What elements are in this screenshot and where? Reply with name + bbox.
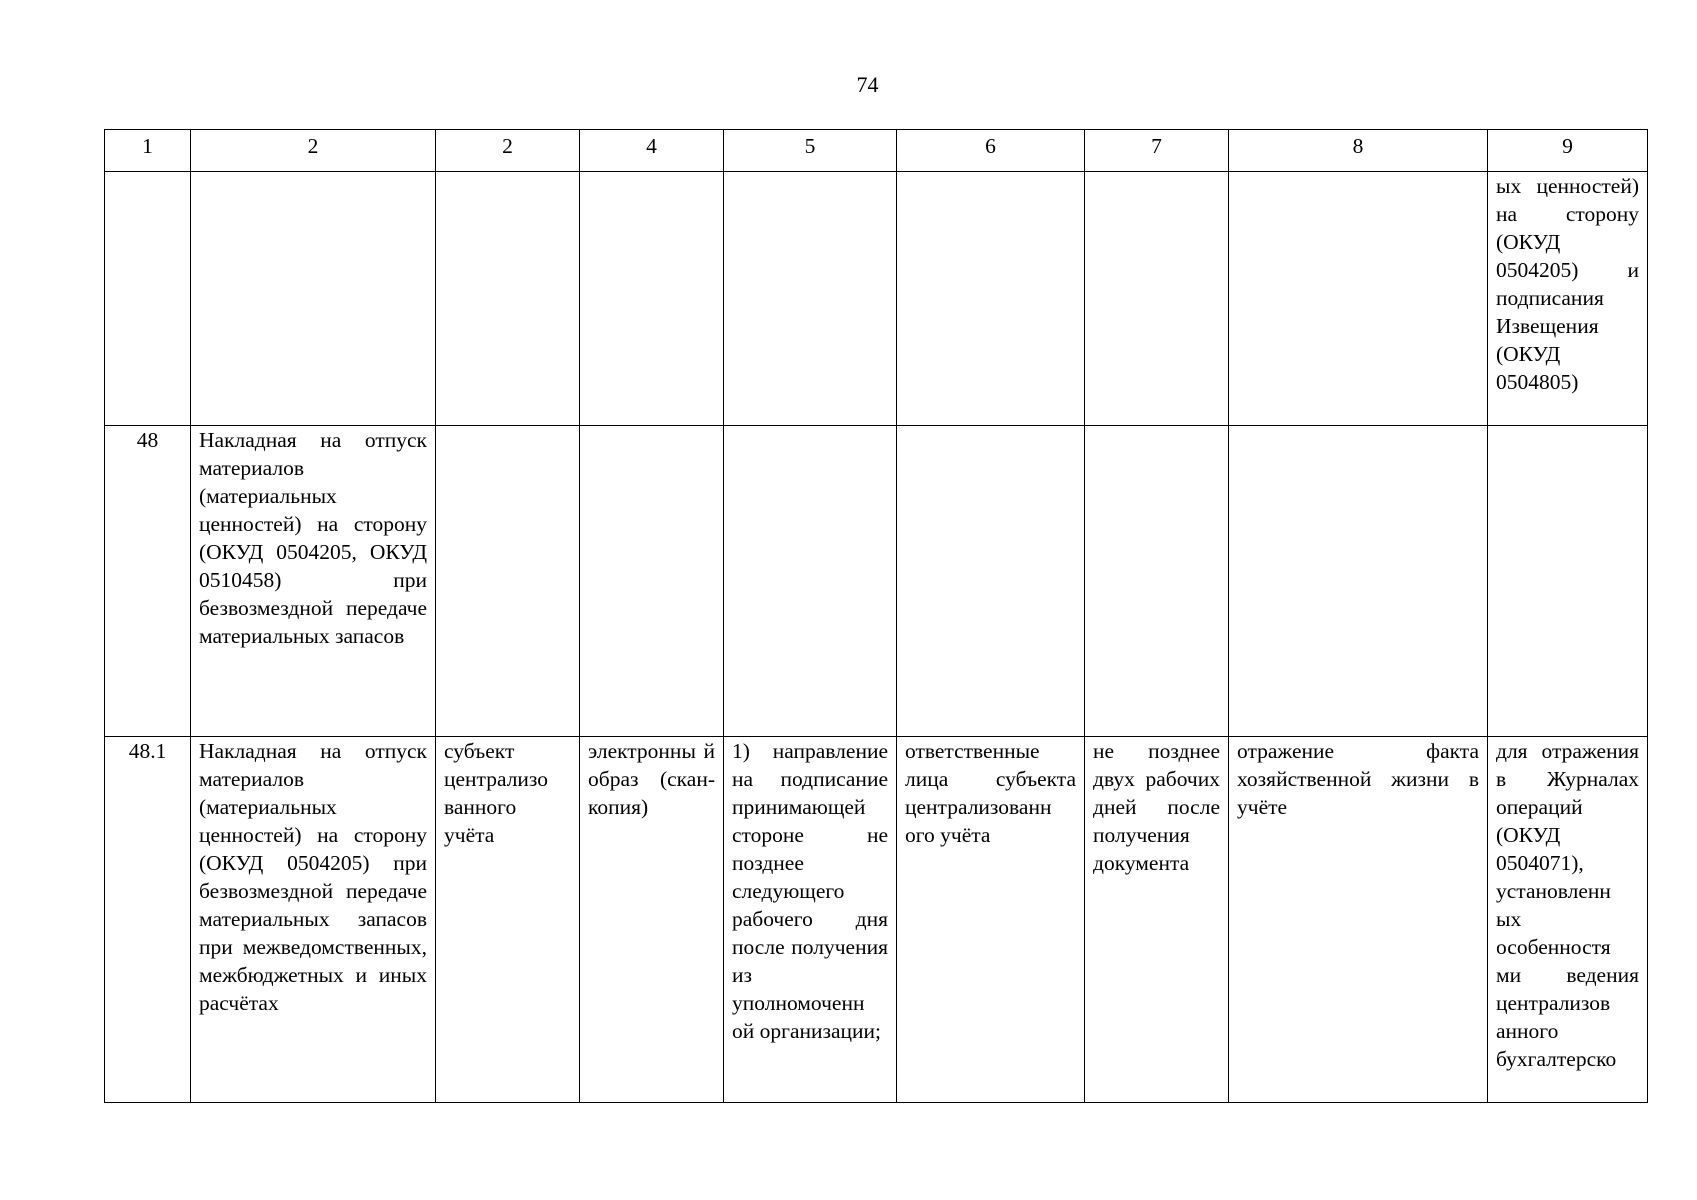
table-cell: электронны й образ (скан-копия) xyxy=(580,737,724,1103)
table-cell: не позднее двух рабочих дней после получения документа xyxy=(1085,737,1229,1103)
table-cell xyxy=(724,426,897,737)
header-cell: 6 xyxy=(897,130,1085,172)
table-cell: для отражения в Журналах операций (ОКУД 0504071), установленн ых особенностя ми ведения централизов анного бухгалтерско xyxy=(1488,737,1648,1103)
header-cell: 7 xyxy=(1085,130,1229,172)
page-number: 74 xyxy=(856,72,879,97)
table-cell xyxy=(436,172,580,426)
table-cell xyxy=(1229,172,1488,426)
table-cell xyxy=(897,426,1085,737)
header-cell: 8 xyxy=(1229,130,1488,172)
table-cell: 1) направление на подписание принимающей стороне не позднее следующего рабочего дня после получения из уполномоченн ой организации; xyxy=(724,737,897,1103)
table-cell xyxy=(191,172,436,426)
table-row xyxy=(105,737,1648,1103)
header-cell: 9 xyxy=(1488,130,1648,172)
table-cell xyxy=(580,172,724,426)
header-cell: 5 xyxy=(724,130,897,172)
table-cell xyxy=(1488,426,1648,737)
table-cell: ых ценностей) на сторону (ОКУД 0504205) и подписания Извещения (ОКУД 0504805) xyxy=(1488,172,1648,426)
document-table xyxy=(104,129,1648,1103)
table-cell: Накладная на отпуск материалов (материальных ценностей) на сторону (ОКУД 0504205, ОКУД 0510458) при безвозмездной передаче материальных запасов xyxy=(191,426,436,737)
table-cell: ответственные лица субъекта централизованн ого учёта xyxy=(897,737,1085,1103)
table-row xyxy=(105,426,1648,737)
table-cell xyxy=(580,426,724,737)
header-cell: 2 xyxy=(436,130,580,172)
table-header-row xyxy=(105,130,1648,172)
table-cell xyxy=(105,172,191,426)
table-cell: 48 xyxy=(105,426,191,737)
table-cell: субъект централизо ванного учёта xyxy=(436,737,580,1103)
header-cell: 4 xyxy=(580,130,724,172)
header-cell: 1 xyxy=(105,130,191,172)
table-cell: отражение факта хозяйственной жизни в учёте xyxy=(1229,737,1488,1103)
table-cell: 48.1 xyxy=(105,737,191,1103)
table-cell xyxy=(1085,172,1229,426)
table-cell: Накладная на отпуск материалов (материальных ценностей) на сторону (ОКУД 0504205) при безвозмездной передаче материальных запасов при межведомственных, межбюджетных и иных расчётах xyxy=(191,737,436,1103)
table-row xyxy=(105,172,1648,426)
header-cell: 2 xyxy=(191,130,436,172)
table-cell xyxy=(897,172,1085,426)
table-cell xyxy=(1229,426,1488,737)
table-cell xyxy=(1085,426,1229,737)
table-cell xyxy=(724,172,897,426)
table-cell xyxy=(436,426,580,737)
